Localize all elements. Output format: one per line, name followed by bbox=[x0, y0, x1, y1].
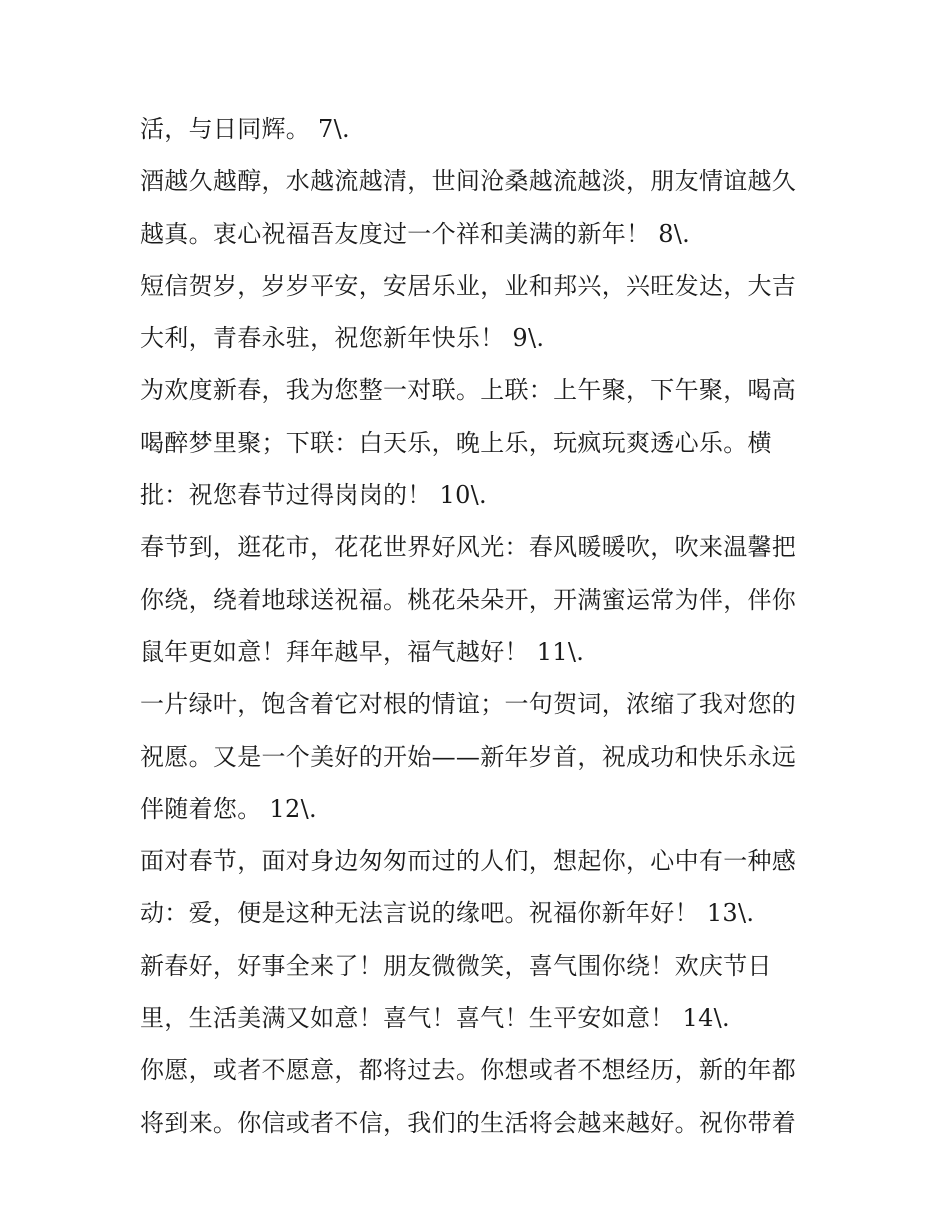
text-line: 祝愿。又是一个美好的开始——新年岁首，祝成功和快乐永远 bbox=[140, 742, 797, 771]
text-line: 一片绿叶，饱含着它对根的情谊；一句贺词，浓缩了我对您的 bbox=[140, 690, 797, 719]
document-body bbox=[140, 111, 820, 1157]
text-line: 活，与日同辉。 7\. bbox=[140, 115, 350, 143]
text-line: 鼠年更如意！拜年越早，福气越好！ 11\. bbox=[140, 637, 585, 666]
text-line: 喝醉梦里聚；下联：白天乐，晚上乐，玩疯玩爽透心乐。横 bbox=[140, 428, 772, 457]
text-line: 大利，青春永驻，祝您新年快乐！ 9\. bbox=[140, 324, 545, 353]
text-line: 新春好，好事全来了！朋友微微笑，喜气围你绕！欢庆节日 bbox=[140, 951, 772, 980]
text-line: 短信贺岁，岁岁平安，安居乐业，业和邦兴，兴旺发达，大吉 bbox=[140, 271, 797, 300]
text-line: 春节到，逛花市，花花世界好风光：春风暖暖吹，吹来温馨把 bbox=[140, 533, 797, 562]
text-line: 你愿，或者不愿意，都将过去。你想或者不想经历，新的年都 bbox=[140, 1056, 797, 1085]
text-line: 酒越久越醇，水越流越清，世间沧桑越流越淡，朋友情谊越久 bbox=[140, 167, 797, 196]
text-line: 为欢度新春，我为您整一对联。上联：上午聚，下午聚，喝高 bbox=[140, 376, 797, 405]
text-line: 将到来。你信或者不信，我们的生活将会越来越好。祝你带着 bbox=[140, 1108, 797, 1137]
text-line: 里，生活美满又如意！喜气！喜气！生平安如意！ 14\. bbox=[140, 1004, 730, 1033]
text-line: 批：祝您春节过得岗岗的！ 10\. bbox=[140, 481, 487, 510]
text-line: 越真。衷心祝福吾友度过一个祥和美满的新年！ 8\. bbox=[140, 219, 691, 248]
text-line: 面对春节，面对身边匆匆而过的人们，想起你，心中有一种感 bbox=[140, 847, 797, 876]
text-line: 动：爱，便是这种无法言说的缘吧。祝福你新年好！ 13\. bbox=[140, 899, 755, 928]
text-line: 你绕，绕着地球送祝福。桃花朵朵开，开满蜜运常为伴，伴你 bbox=[140, 585, 797, 614]
text-line: 伴随着您。 12\. bbox=[140, 794, 317, 823]
